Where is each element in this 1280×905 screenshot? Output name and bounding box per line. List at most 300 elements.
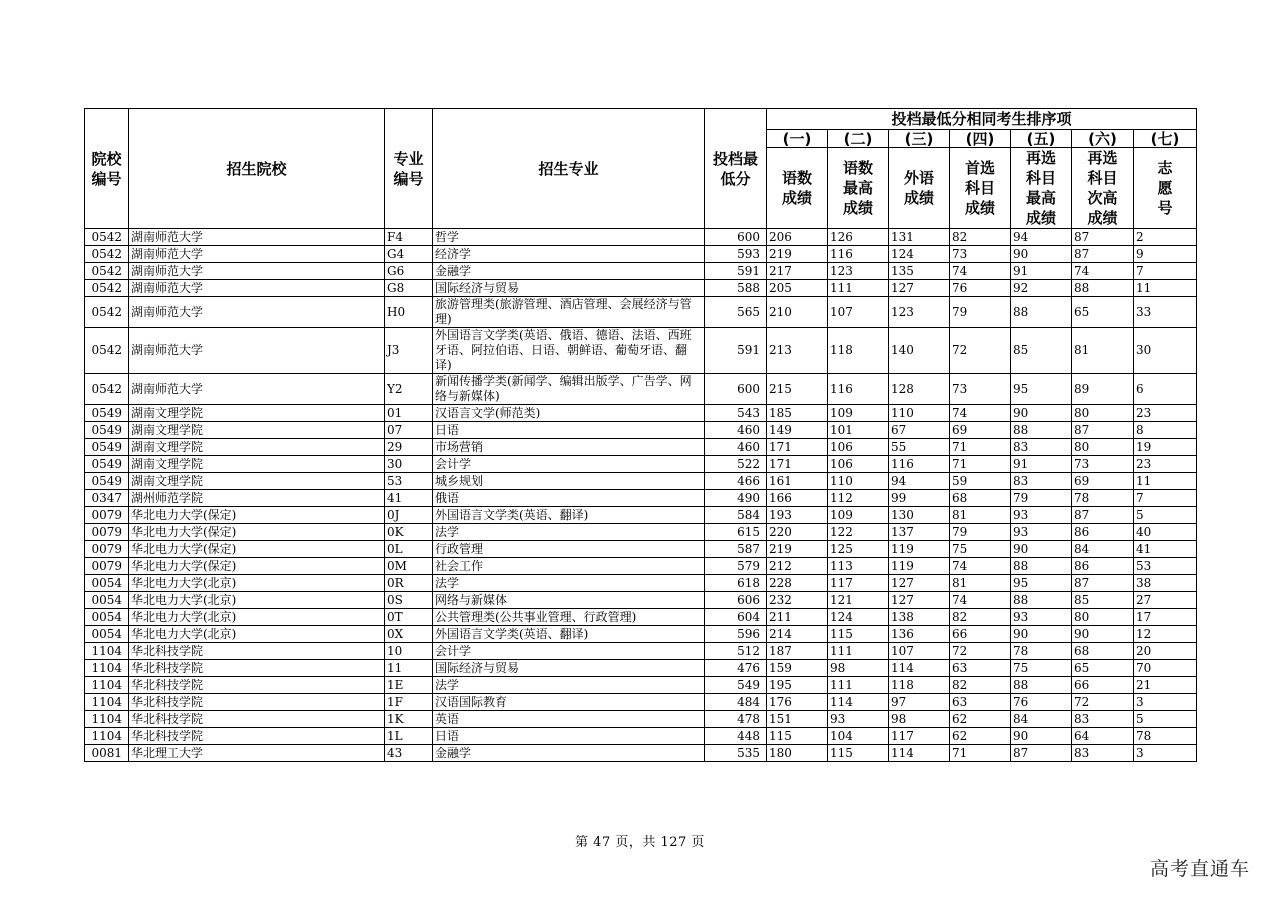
cell-major-name: 新闻传播学类(新闻学、编辑出版学、广告学、网络与新媒体) xyxy=(433,374,705,405)
cell-tiebreak-3: 135 xyxy=(889,263,950,280)
cell-school-code: 0542 xyxy=(85,297,129,328)
cell-school-code: 0542 xyxy=(85,374,129,405)
cell-school-name: 湖州师范学院 xyxy=(129,490,385,507)
header-tiebreak-num: (六) xyxy=(1072,130,1134,148)
header-tiebreak-num: (三) xyxy=(889,130,950,148)
table-row xyxy=(85,422,1197,439)
cell-tiebreak-4: 75 xyxy=(950,541,1011,558)
cell-tiebreak-6: 87 xyxy=(1072,246,1134,263)
cell-min-score: 490 xyxy=(705,490,767,507)
cell-min-score: 606 xyxy=(705,592,767,609)
cell-school-code: 0054 xyxy=(85,592,129,609)
admission-score-table xyxy=(84,108,1197,762)
cell-school-name: 华北电力大学(保定) xyxy=(129,524,385,541)
cell-tiebreak-6: 87 xyxy=(1072,422,1134,439)
cell-tiebreak-4: 82 xyxy=(950,677,1011,694)
cell-tiebreak-4: 72 xyxy=(950,328,1011,374)
cell-major-code: F4 xyxy=(385,229,433,246)
cell-tiebreak-2: 123 xyxy=(828,263,889,280)
cell-tiebreak-7: 19 xyxy=(1134,439,1197,456)
cell-major-name: 金融学 xyxy=(433,263,705,280)
cell-school-code: 0054 xyxy=(85,626,129,643)
cell-major-code: 0R xyxy=(385,575,433,592)
cell-tiebreak-7: 23 xyxy=(1134,405,1197,422)
cell-tiebreak-3: 124 xyxy=(889,246,950,263)
table-row xyxy=(85,456,1197,473)
cell-tiebreak-3: 116 xyxy=(889,456,950,473)
cell-tiebreak-3: 107 xyxy=(889,643,950,660)
cell-min-score: 593 xyxy=(705,246,767,263)
cell-school-name: 华北电力大学(北京) xyxy=(129,592,385,609)
cell-tiebreak-4: 69 xyxy=(950,422,1011,439)
cell-min-score: 587 xyxy=(705,541,767,558)
cell-tiebreak-6: 69 xyxy=(1072,473,1134,490)
cell-tiebreak-4: 74 xyxy=(950,263,1011,280)
cell-major-code: 07 xyxy=(385,422,433,439)
cell-major-code: 0M xyxy=(385,558,433,575)
cell-major-code: Y2 xyxy=(385,374,433,405)
cell-tiebreak-1: 213 xyxy=(767,328,828,374)
cell-major-code: 0L xyxy=(385,541,433,558)
cell-tiebreak-2: 98 xyxy=(828,660,889,677)
cell-tiebreak-1: 217 xyxy=(767,263,828,280)
cell-tiebreak-3: 67 xyxy=(889,422,950,439)
cell-min-score: 535 xyxy=(705,745,767,762)
cell-tiebreak-5: 90 xyxy=(1011,728,1072,745)
cell-min-score: 579 xyxy=(705,558,767,575)
cell-major-name: 日语 xyxy=(433,422,705,439)
cell-major-code: 0J xyxy=(385,507,433,524)
cell-major-name: 旅游管理类(旅游管理、酒店管理、会展经济与管理) xyxy=(433,297,705,328)
cell-tiebreak-6: 65 xyxy=(1072,660,1134,677)
cell-min-score: 565 xyxy=(705,297,767,328)
cell-tiebreak-1: 166 xyxy=(767,490,828,507)
cell-tiebreak-5: 85 xyxy=(1011,328,1072,374)
cell-tiebreak-2: 124 xyxy=(828,609,889,626)
cell-tiebreak-1: 206 xyxy=(767,229,828,246)
cell-tiebreak-4: 62 xyxy=(950,711,1011,728)
cell-min-score: 618 xyxy=(705,575,767,592)
cell-min-score: 522 xyxy=(705,456,767,473)
cell-major-code: 11 xyxy=(385,660,433,677)
header-tiebreak-label: 志愿号 xyxy=(1134,148,1197,229)
cell-tiebreak-1: 210 xyxy=(767,297,828,328)
cell-major-name: 国际经济与贸易 xyxy=(433,280,705,297)
cell-tiebreak-4: 71 xyxy=(950,456,1011,473)
cell-tiebreak-3: 137 xyxy=(889,524,950,541)
cell-tiebreak-1: 171 xyxy=(767,456,828,473)
cell-major-name: 市场营销 xyxy=(433,439,705,456)
cell-tiebreak-1: 219 xyxy=(767,246,828,263)
cell-tiebreak-3: 118 xyxy=(889,677,950,694)
cell-tiebreak-7: 33 xyxy=(1134,297,1197,328)
cell-tiebreak-5: 90 xyxy=(1011,541,1072,558)
cell-tiebreak-5: 84 xyxy=(1011,711,1072,728)
cell-major-name: 城乡规划 xyxy=(433,473,705,490)
table-row xyxy=(85,374,1197,405)
cell-tiebreak-7: 41 xyxy=(1134,541,1197,558)
cell-school-code: 0054 xyxy=(85,575,129,592)
header-tiebreak-num: (四) xyxy=(950,130,1011,148)
cell-min-score: 549 xyxy=(705,677,767,694)
cell-tiebreak-2: 113 xyxy=(828,558,889,575)
cell-school-code: 1104 xyxy=(85,677,129,694)
cell-school-code: 1104 xyxy=(85,643,129,660)
cell-major-code: 29 xyxy=(385,439,433,456)
header-min-score: 投档最低分 xyxy=(705,109,767,229)
cell-tiebreak-6: 86 xyxy=(1072,558,1134,575)
cell-tiebreak-7: 6 xyxy=(1134,374,1197,405)
watermark-text: 高考直通车 xyxy=(1149,858,1250,880)
header-major-name: 招生专业 xyxy=(433,109,705,229)
cell-tiebreak-1: 211 xyxy=(767,609,828,626)
cell-tiebreak-4: 76 xyxy=(950,280,1011,297)
cell-major-code: G4 xyxy=(385,246,433,263)
cell-tiebreak-6: 80 xyxy=(1072,609,1134,626)
cell-tiebreak-7: 3 xyxy=(1134,745,1197,762)
table-row xyxy=(85,541,1197,558)
cell-tiebreak-6: 86 xyxy=(1072,524,1134,541)
cell-tiebreak-3: 55 xyxy=(889,439,950,456)
cell-min-score: 543 xyxy=(705,405,767,422)
cell-tiebreak-7: 21 xyxy=(1134,677,1197,694)
cell-major-name: 外国语言文学类(英语、翻译) xyxy=(433,507,705,524)
cell-tiebreak-2: 106 xyxy=(828,456,889,473)
cell-min-score: 588 xyxy=(705,280,767,297)
cell-school-code: 0549 xyxy=(85,405,129,422)
cell-tiebreak-5: 93 xyxy=(1011,609,1072,626)
cell-tiebreak-4: 82 xyxy=(950,229,1011,246)
cell-tiebreak-3: 131 xyxy=(889,229,950,246)
cell-tiebreak-5: 87 xyxy=(1011,745,1072,762)
cell-tiebreak-5: 83 xyxy=(1011,473,1072,490)
cell-min-score: 584 xyxy=(705,507,767,524)
cell-tiebreak-5: 88 xyxy=(1011,677,1072,694)
cell-tiebreak-5: 78 xyxy=(1011,643,1072,660)
cell-tiebreak-1: 212 xyxy=(767,558,828,575)
cell-tiebreak-5: 95 xyxy=(1011,575,1072,592)
cell-school-code: 0054 xyxy=(85,609,129,626)
cell-tiebreak-3: 119 xyxy=(889,541,950,558)
table-row xyxy=(85,280,1197,297)
cell-tiebreak-3: 110 xyxy=(889,405,950,422)
cell-major-name: 外国语言文学类(英语、俄语、德语、法语、西班牙语、阿拉伯语、日语、朝鲜语、葡萄牙语、翻译) xyxy=(433,328,705,374)
cell-tiebreak-1: 214 xyxy=(767,626,828,643)
cell-major-name: 法学 xyxy=(433,524,705,541)
cell-school-name: 湖南文理学院 xyxy=(129,473,385,490)
table-row xyxy=(85,609,1197,626)
table-row xyxy=(85,660,1197,677)
cell-major-code: 10 xyxy=(385,643,433,660)
cell-tiebreak-2: 125 xyxy=(828,541,889,558)
cell-major-code: 53 xyxy=(385,473,433,490)
table-row xyxy=(85,728,1197,745)
cell-school-name: 湖南文理学院 xyxy=(129,422,385,439)
header-tiebreak-group: 投档最低分相同考生排序项 xyxy=(767,109,1197,130)
table-row xyxy=(85,473,1197,490)
cell-major-name: 经济学 xyxy=(433,246,705,263)
cell-major-name: 英语 xyxy=(433,711,705,728)
cell-tiebreak-1: 171 xyxy=(767,439,828,456)
cell-school-name: 华北科技学院 xyxy=(129,660,385,677)
cell-school-code: 0079 xyxy=(85,558,129,575)
cell-min-score: 476 xyxy=(705,660,767,677)
cell-tiebreak-1: 176 xyxy=(767,694,828,711)
cell-school-code: 0549 xyxy=(85,422,129,439)
cell-tiebreak-4: 62 xyxy=(950,728,1011,745)
table-row xyxy=(85,711,1197,728)
cell-tiebreak-7: 30 xyxy=(1134,328,1197,374)
cell-tiebreak-7: 11 xyxy=(1134,280,1197,297)
cell-major-name: 汉语言文学(师范类) xyxy=(433,405,705,422)
cell-tiebreak-2: 122 xyxy=(828,524,889,541)
cell-major-code: J3 xyxy=(385,328,433,374)
cell-school-code: 0549 xyxy=(85,456,129,473)
table-row xyxy=(85,405,1197,422)
cell-tiebreak-5: 93 xyxy=(1011,524,1072,541)
cell-major-name: 会计学 xyxy=(433,643,705,660)
cell-tiebreak-2: 111 xyxy=(828,280,889,297)
header-tiebreak-num: (二) xyxy=(828,130,889,148)
table-row xyxy=(85,229,1197,246)
cell-min-score: 615 xyxy=(705,524,767,541)
cell-min-score: 604 xyxy=(705,609,767,626)
cell-tiebreak-4: 72 xyxy=(950,643,1011,660)
cell-tiebreak-4: 79 xyxy=(950,524,1011,541)
cell-tiebreak-3: 127 xyxy=(889,592,950,609)
cell-school-code: 1104 xyxy=(85,694,129,711)
cell-tiebreak-1: 180 xyxy=(767,745,828,762)
cell-tiebreak-1: 161 xyxy=(767,473,828,490)
cell-tiebreak-5: 92 xyxy=(1011,280,1072,297)
cell-school-code: 0542 xyxy=(85,328,129,374)
cell-major-code: 01 xyxy=(385,405,433,422)
cell-tiebreak-5: 90 xyxy=(1011,626,1072,643)
cell-major-name: 俄语 xyxy=(433,490,705,507)
cell-tiebreak-2: 114 xyxy=(828,694,889,711)
cell-tiebreak-4: 66 xyxy=(950,626,1011,643)
table-row xyxy=(85,328,1197,374)
cell-min-score: 591 xyxy=(705,328,767,374)
cell-school-name: 华北理工大学 xyxy=(129,745,385,762)
cell-school-code: 0079 xyxy=(85,541,129,558)
cell-tiebreak-1: 205 xyxy=(767,280,828,297)
cell-tiebreak-6: 87 xyxy=(1072,229,1134,246)
cell-school-code: 0079 xyxy=(85,524,129,541)
cell-major-name: 汉语国际教育 xyxy=(433,694,705,711)
cell-tiebreak-7: 7 xyxy=(1134,490,1197,507)
cell-major-name: 国际经济与贸易 xyxy=(433,660,705,677)
cell-tiebreak-4: 81 xyxy=(950,575,1011,592)
cell-school-code: 0542 xyxy=(85,246,129,263)
cell-min-score: 596 xyxy=(705,626,767,643)
cell-tiebreak-5: 94 xyxy=(1011,229,1072,246)
cell-tiebreak-3: 140 xyxy=(889,328,950,374)
cell-min-score: 600 xyxy=(705,374,767,405)
cell-tiebreak-4: 68 xyxy=(950,490,1011,507)
header-tiebreak-label: 语数成绩 xyxy=(767,148,828,229)
cell-tiebreak-7: 27 xyxy=(1134,592,1197,609)
cell-tiebreak-4: 63 xyxy=(950,694,1011,711)
cell-tiebreak-6: 64 xyxy=(1072,728,1134,745)
cell-tiebreak-2: 111 xyxy=(828,643,889,660)
cell-tiebreak-6: 81 xyxy=(1072,328,1134,374)
cell-major-name: 哲学 xyxy=(433,229,705,246)
header-major-code: 专业编号 xyxy=(385,109,433,229)
table-row xyxy=(85,558,1197,575)
table-row xyxy=(85,745,1197,762)
header-tiebreak-label: 再选科目最高成绩 xyxy=(1011,148,1072,229)
cell-major-name: 公共管理类(公共事业管理、行政管理) xyxy=(433,609,705,626)
cell-tiebreak-6: 80 xyxy=(1072,439,1134,456)
table-row xyxy=(85,297,1197,328)
cell-tiebreak-6: 78 xyxy=(1072,490,1134,507)
table-row xyxy=(85,643,1197,660)
cell-school-name: 华北科技学院 xyxy=(129,643,385,660)
cell-school-name: 华北电力大学(北京) xyxy=(129,575,385,592)
cell-tiebreak-5: 75 xyxy=(1011,660,1072,677)
cell-school-name: 华北电力大学(保定) xyxy=(129,558,385,575)
cell-tiebreak-6: 87 xyxy=(1072,507,1134,524)
cell-tiebreak-6: 88 xyxy=(1072,280,1134,297)
cell-tiebreak-2: 111 xyxy=(828,677,889,694)
cell-tiebreak-6: 74 xyxy=(1072,263,1134,280)
cell-tiebreak-7: 9 xyxy=(1134,246,1197,263)
cell-min-score: 591 xyxy=(705,263,767,280)
cell-tiebreak-7: 7 xyxy=(1134,263,1197,280)
cell-tiebreak-2: 117 xyxy=(828,575,889,592)
cell-tiebreak-2: 126 xyxy=(828,229,889,246)
cell-tiebreak-1: 219 xyxy=(767,541,828,558)
cell-school-name: 湖南师范大学 xyxy=(129,328,385,374)
cell-tiebreak-7: 3 xyxy=(1134,694,1197,711)
header-tiebreak-label: 外语成绩 xyxy=(889,148,950,229)
cell-tiebreak-4: 81 xyxy=(950,507,1011,524)
cell-major-code: 1E xyxy=(385,677,433,694)
cell-school-code: 0542 xyxy=(85,263,129,280)
cell-school-name: 华北科技学院 xyxy=(129,728,385,745)
table-body xyxy=(85,229,1197,762)
cell-tiebreak-1: 159 xyxy=(767,660,828,677)
cell-major-code: 1K xyxy=(385,711,433,728)
cell-min-score: 484 xyxy=(705,694,767,711)
cell-major-code: H0 xyxy=(385,297,433,328)
cell-school-code: 0549 xyxy=(85,439,129,456)
cell-tiebreak-2: 106 xyxy=(828,439,889,456)
cell-tiebreak-5: 88 xyxy=(1011,558,1072,575)
cell-tiebreak-3: 117 xyxy=(889,728,950,745)
table-row xyxy=(85,575,1197,592)
cell-major-code: G8 xyxy=(385,280,433,297)
cell-school-name: 湖南文理学院 xyxy=(129,456,385,473)
cell-tiebreak-1: 232 xyxy=(767,592,828,609)
header-school-code: 院校编号 xyxy=(85,109,129,229)
cell-min-score: 466 xyxy=(705,473,767,490)
cell-tiebreak-2: 93 xyxy=(828,711,889,728)
cell-tiebreak-1: 220 xyxy=(767,524,828,541)
cell-tiebreak-3: 128 xyxy=(889,374,950,405)
cell-min-score: 512 xyxy=(705,643,767,660)
cell-major-name: 日语 xyxy=(433,728,705,745)
cell-school-code: 1104 xyxy=(85,728,129,745)
cell-tiebreak-7: 17 xyxy=(1134,609,1197,626)
cell-school-code: 0081 xyxy=(85,745,129,762)
cell-tiebreak-4: 82 xyxy=(950,609,1011,626)
cell-school-code: 0542 xyxy=(85,229,129,246)
cell-tiebreak-2: 121 xyxy=(828,592,889,609)
cell-tiebreak-3: 114 xyxy=(889,660,950,677)
cell-school-code: 1104 xyxy=(85,660,129,677)
cell-major-code: 0K xyxy=(385,524,433,541)
cell-tiebreak-3: 136 xyxy=(889,626,950,643)
table-row xyxy=(85,694,1197,711)
cell-tiebreak-2: 109 xyxy=(828,507,889,524)
cell-tiebreak-6: 72 xyxy=(1072,694,1134,711)
cell-tiebreak-6: 66 xyxy=(1072,677,1134,694)
cell-tiebreak-4: 79 xyxy=(950,297,1011,328)
cell-tiebreak-3: 123 xyxy=(889,297,950,328)
cell-tiebreak-3: 99 xyxy=(889,490,950,507)
cell-tiebreak-1: 215 xyxy=(767,374,828,405)
cell-tiebreak-2: 112 xyxy=(828,490,889,507)
cell-tiebreak-5: 83 xyxy=(1011,439,1072,456)
cell-tiebreak-5: 76 xyxy=(1011,694,1072,711)
cell-tiebreak-5: 88 xyxy=(1011,297,1072,328)
cell-tiebreak-1: 149 xyxy=(767,422,828,439)
cell-school-name: 华北科技学院 xyxy=(129,677,385,694)
cell-school-code: 0079 xyxy=(85,507,129,524)
cell-tiebreak-3: 119 xyxy=(889,558,950,575)
cell-tiebreak-7: 53 xyxy=(1134,558,1197,575)
cell-tiebreak-5: 91 xyxy=(1011,456,1072,473)
cell-tiebreak-1: 228 xyxy=(767,575,828,592)
cell-tiebreak-4: 71 xyxy=(950,439,1011,456)
cell-tiebreak-4: 74 xyxy=(950,405,1011,422)
table-row xyxy=(85,507,1197,524)
header-school-name: 招生院校 xyxy=(129,109,385,229)
cell-min-score: 460 xyxy=(705,422,767,439)
cell-major-name: 外国语言文学类(英语、翻译) xyxy=(433,626,705,643)
cell-school-code: 1104 xyxy=(85,711,129,728)
table-row xyxy=(85,626,1197,643)
cell-tiebreak-4: 73 xyxy=(950,246,1011,263)
cell-major-code: 30 xyxy=(385,456,433,473)
cell-major-code: G6 xyxy=(385,263,433,280)
cell-tiebreak-6: 87 xyxy=(1072,575,1134,592)
cell-school-name: 湖南师范大学 xyxy=(129,280,385,297)
cell-tiebreak-7: 40 xyxy=(1134,524,1197,541)
cell-tiebreak-2: 104 xyxy=(828,728,889,745)
table-row xyxy=(85,592,1197,609)
cell-tiebreak-2: 115 xyxy=(828,745,889,762)
cell-tiebreak-2: 109 xyxy=(828,405,889,422)
cell-major-code: 1F xyxy=(385,694,433,711)
cell-tiebreak-1: 185 xyxy=(767,405,828,422)
header-tiebreak-num: (一) xyxy=(767,130,828,148)
header-tiebreak-num: (七) xyxy=(1134,130,1197,148)
cell-tiebreak-5: 79 xyxy=(1011,490,1072,507)
cell-school-name: 华北电力大学(保定) xyxy=(129,541,385,558)
header-tiebreak-label: 语数最高成绩 xyxy=(828,148,889,229)
cell-major-code: 0T xyxy=(385,609,433,626)
table-row xyxy=(85,677,1197,694)
cell-tiebreak-5: 88 xyxy=(1011,422,1072,439)
cell-tiebreak-7: 5 xyxy=(1134,507,1197,524)
cell-tiebreak-3: 94 xyxy=(889,473,950,490)
cell-tiebreak-4: 59 xyxy=(950,473,1011,490)
cell-tiebreak-7: 70 xyxy=(1134,660,1197,677)
cell-tiebreak-4: 74 xyxy=(950,558,1011,575)
